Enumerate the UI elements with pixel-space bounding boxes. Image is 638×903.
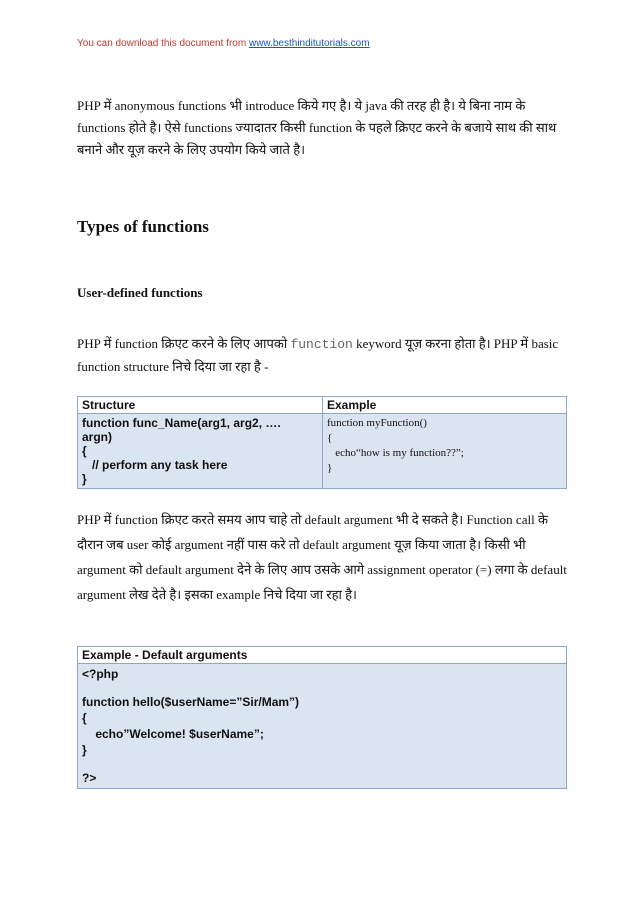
download-notice: [77, 38, 370, 49]
function-keyword-paragraph: [77, 333, 567, 378]
structure-table: [77, 396, 567, 489]
function-keyword: function: [290, 337, 353, 352]
website-link[interactable]: www.besthinditutorials.com: [248, 38, 370, 49]
para2-after: keyword यूज़ करना होता है। PHP में basic function structure निचे दिया जा रहा है -: [77, 336, 559, 374]
code-blank-line: [82, 682, 562, 694]
code-line: {: [82, 711, 87, 725]
structure-line: function func_Name(arg1, arg2, ….: [82, 416, 281, 430]
structure-line: argn): [82, 430, 112, 444]
default-arguments-paragraph: PHP में function क्रिएट करते समय आप चाहे तो default argument भी दे सकते है। Function call के दौरान जब user कोई argument नहीं पास करे तो default argument यूज़ किया जाता है। किसी भी argument को default argument देने के लिए आप उसके आगे assignment operator (=) लगा के default argument लेख देते है। इसका example निचे दिया जा रहा है।: [77, 512, 567, 602]
code-line: function hello($userName=”Sir/Mam”): [82, 695, 300, 709]
download-notice-text: You can download this document from: [77, 38, 249, 49]
example-cell: [323, 414, 567, 489]
code-blank-line: [82, 758, 562, 770]
structure-line: {: [82, 444, 87, 458]
code-cell: [78, 664, 567, 789]
user-defined-heading: User-defined functions: [77, 285, 203, 300]
example-line: echo“how is my function??”;: [327, 447, 464, 459]
para2-before: PHP में function क्रिएट करने के लिए आपको: [77, 336, 291, 351]
code-line: <?php: [82, 667, 119, 681]
structure-header: Structure: [78, 397, 323, 414]
code-line: ?>: [82, 771, 97, 785]
example-header: Example: [323, 397, 567, 414]
structure-cell: [78, 414, 323, 489]
default-arguments-table: [77, 646, 567, 789]
example-line: function myFunction(): [327, 417, 427, 429]
example-line: }: [327, 462, 333, 474]
types-heading: Types of functions: [77, 217, 209, 236]
example-line: {: [327, 432, 333, 444]
intro-paragraph: PHP में anonymous functions भी introduce किये गए है। ये java की तरह ही है। ये बिना नाम के functions होते है। ऐसे functions ज्यादातर किसी function के पहले क्रिएट करने के बजाये साथ की साथ बनाने और यूज़ करने के लिए उपयोग किये जाते है।: [77, 98, 557, 157]
code-line: }: [82, 743, 87, 757]
default-arguments-header: Example - Default arguments: [78, 647, 567, 664]
code-line: echo”Welcome! $userName”;: [82, 727, 264, 741]
structure-line: }: [82, 472, 87, 486]
structure-line: // perform any task here: [82, 458, 228, 472]
